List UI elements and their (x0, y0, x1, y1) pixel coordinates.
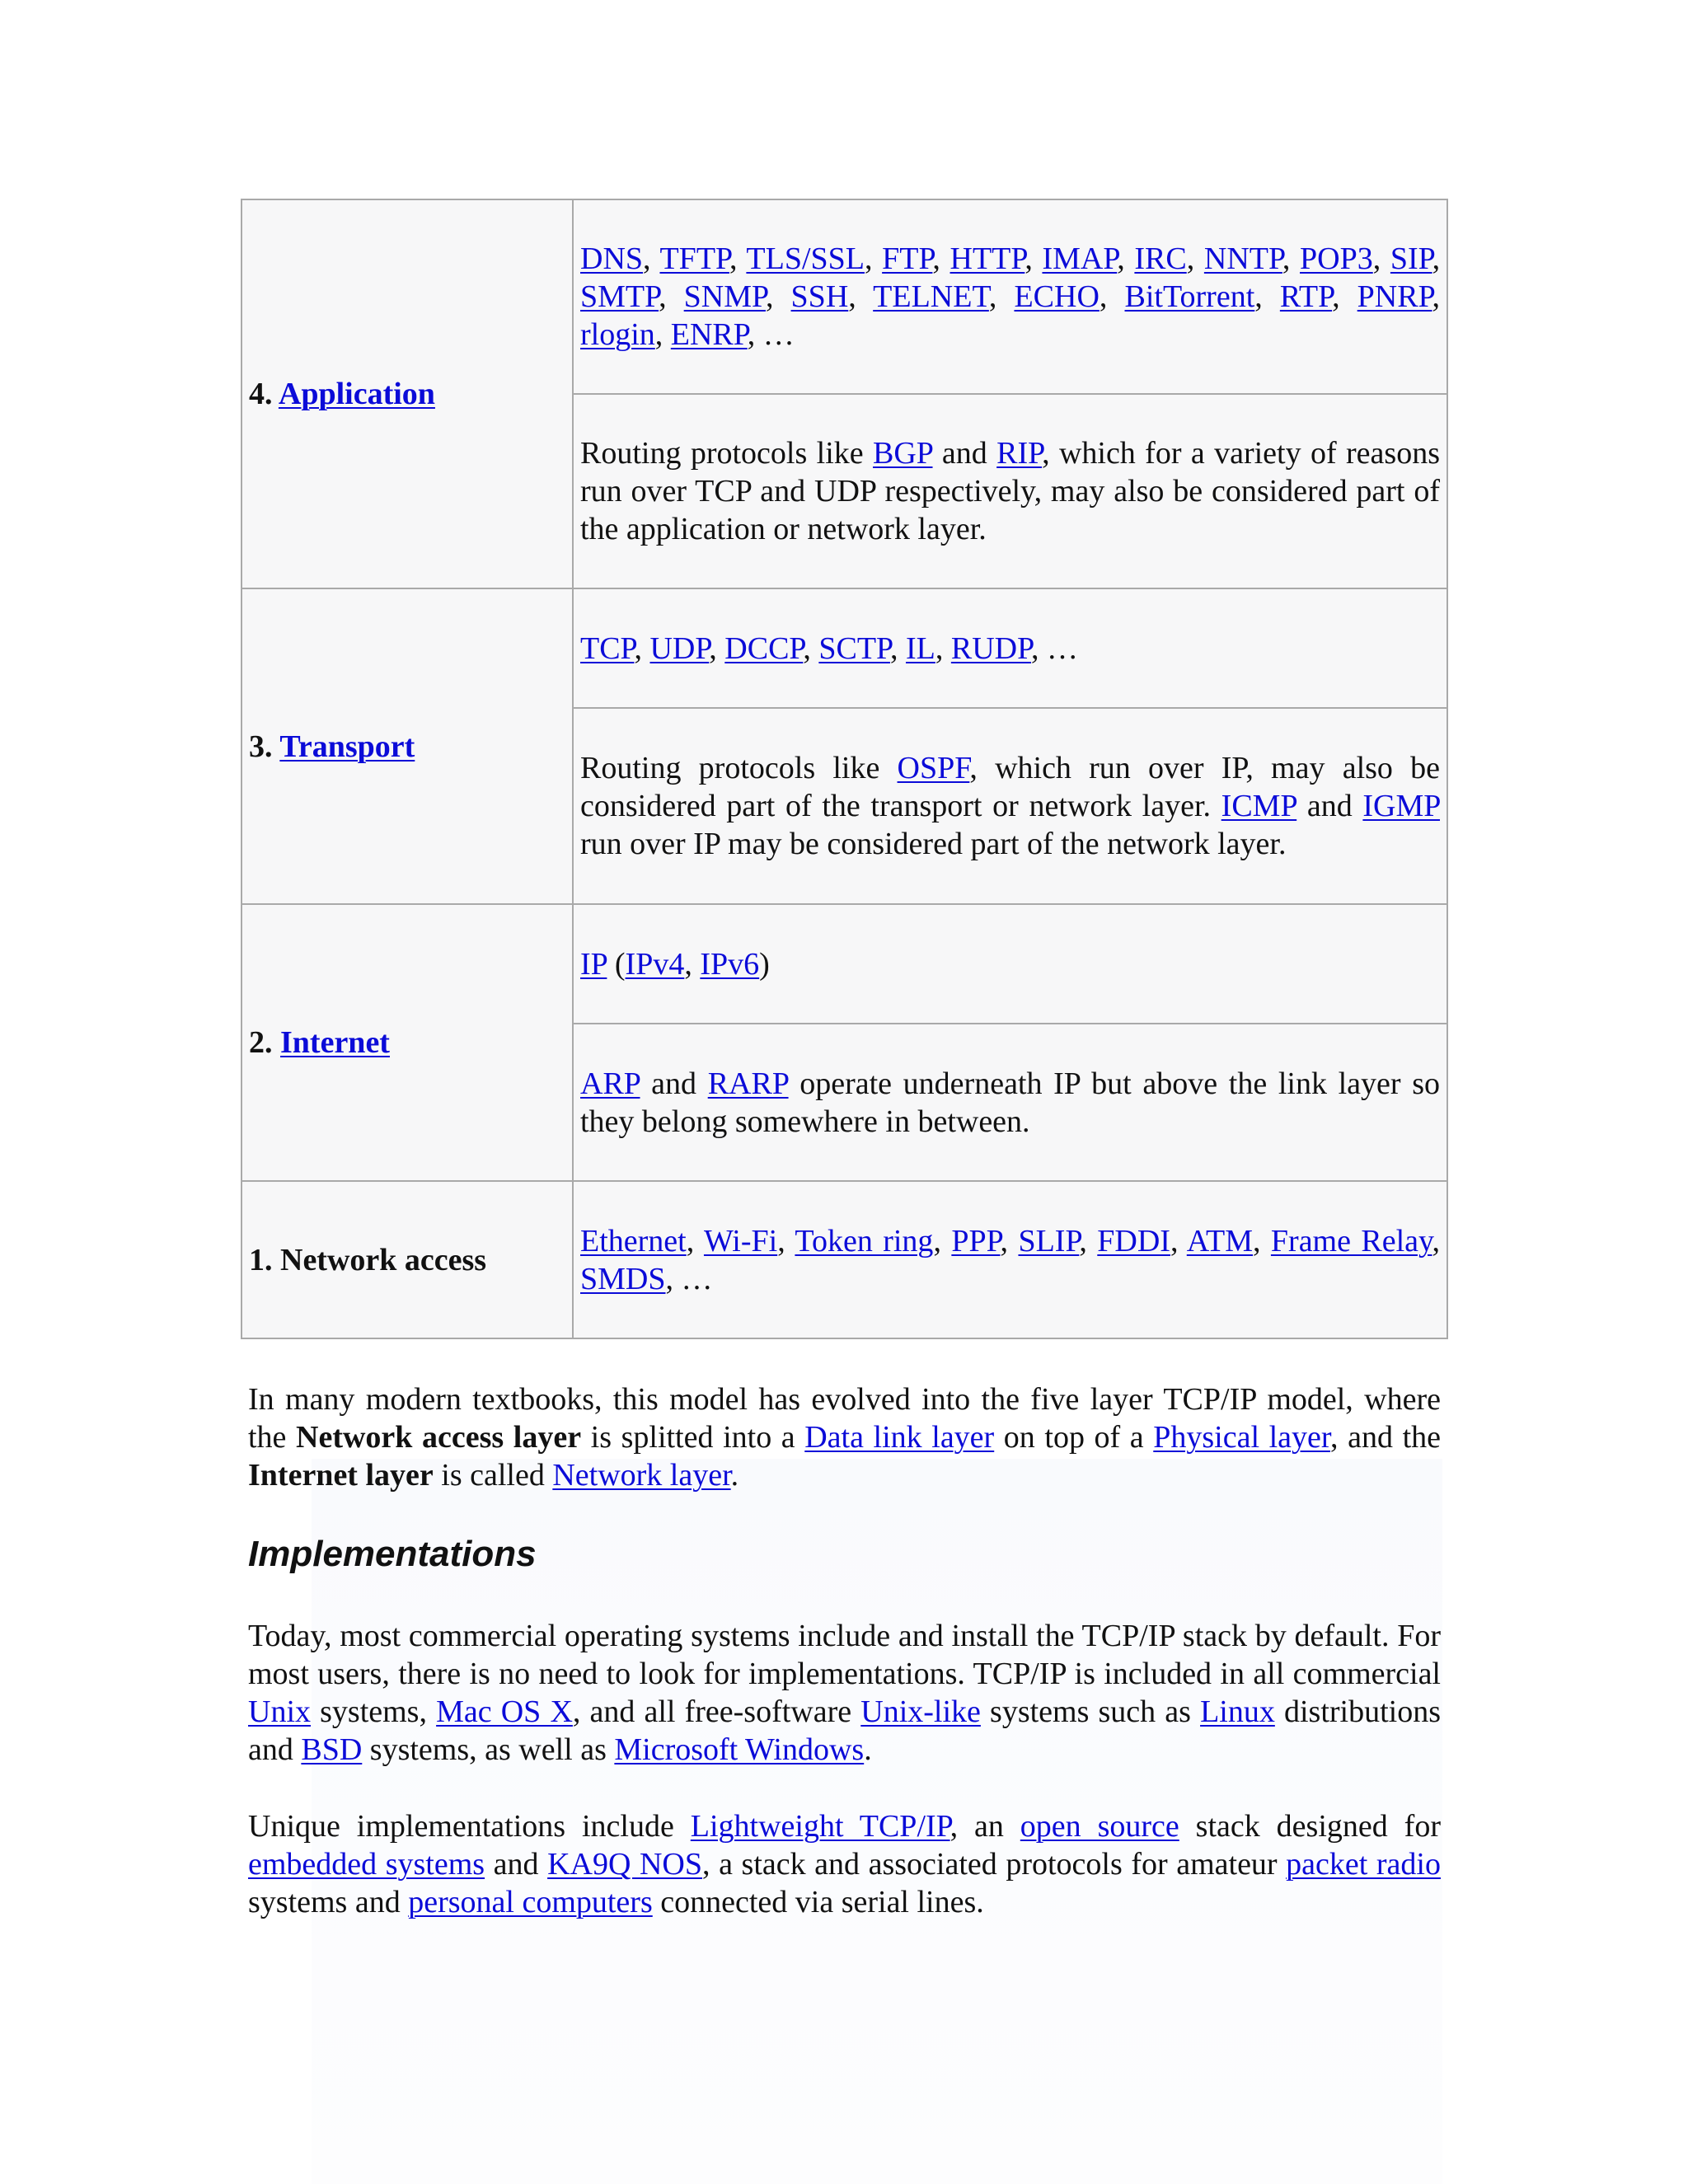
protocol-link-bittorrent[interactable]: BitTorrent (1124, 279, 1255, 314)
protocol-link-tcp[interactable]: TCP (580, 630, 635, 666)
para-text: systems, as well as (362, 1732, 615, 1767)
separator: , (1372, 241, 1390, 276)
link-personal-computers[interactable]: personal computers (408, 1885, 653, 1919)
protocol-links (580, 1224, 1440, 1296)
protocol-link-wi-fi[interactable]: Wi-Fi (703, 1223, 778, 1258)
separator: , (1025, 241, 1043, 276)
link-ka9q-nos[interactable]: KA9Q NOS (547, 1847, 703, 1882)
link-open-source[interactable]: open source (1020, 1809, 1179, 1844)
protocol-link-fddi[interactable]: FDDI (1097, 1223, 1170, 1258)
link-rip[interactable]: RIP (996, 436, 1043, 471)
para-text: , and the (1330, 1420, 1441, 1455)
protocol-link-enrp[interactable]: ENRP (670, 317, 748, 352)
table-row (241, 588, 1447, 708)
separator: , (654, 317, 671, 352)
protocol-links (580, 631, 1078, 666)
link-unix-like[interactable]: Unix-like (860, 1694, 981, 1729)
layer-name-cell (241, 588, 573, 904)
layer-number: 4. (249, 377, 273, 411)
protocol-link-il[interactable]: IL (905, 630, 935, 666)
protocol-link-token-ring[interactable]: Token ring (795, 1223, 934, 1258)
layer-number: 2. (249, 1025, 273, 1060)
para-text: Unique implementations include (248, 1809, 691, 1844)
table-row (241, 199, 1447, 394)
note-text: ) (759, 946, 770, 982)
protocol-link-irc[interactable]: IRC (1134, 241, 1187, 276)
link-physical-layer[interactable]: Physical layer (1153, 1420, 1331, 1455)
link-ipv4[interactable]: IPv4 (625, 946, 685, 982)
separator: , (1432, 1223, 1441, 1258)
table-row (241, 1181, 1447, 1338)
protocol-link-smtp[interactable]: SMTP (580, 279, 659, 314)
layer-name-cell (241, 1181, 573, 1338)
para-text: , and all free-software (572, 1694, 861, 1729)
separator: , (803, 630, 819, 666)
protocol-link-ppp[interactable]: PPP (951, 1223, 1001, 1258)
para-text: Today, most commercial operating systems include and install the TCP/IP stack by default. For most users, there is no need to look for implementations. TCP/IP is included in all commercial (248, 1619, 1441, 1691)
protocol-link-tls-ssl[interactable]: TLS/SSL (746, 241, 865, 276)
protocol-link-rlogin[interactable]: rlogin (580, 317, 655, 352)
para-text: distributions and (248, 1694, 1441, 1767)
link-bsd[interactable]: BSD (301, 1732, 363, 1767)
protocol-link-slip[interactable]: SLIP (1018, 1223, 1080, 1258)
separator: , (1079, 1223, 1098, 1258)
note-cell (573, 708, 1447, 904)
note-text: , (684, 946, 701, 982)
link-unix[interactable]: Unix (248, 1694, 311, 1729)
separator: , (747, 317, 763, 352)
protocol-link-ssh[interactable]: SSH (790, 279, 849, 314)
ellipsis: … (681, 1261, 713, 1296)
note-text: ( (607, 946, 626, 982)
layer-number: 3. (249, 729, 273, 764)
link-mac-os-x[interactable]: Mac OS X (436, 1694, 573, 1729)
protocol-link-atm[interactable]: ATM (1186, 1223, 1253, 1258)
link-ip[interactable]: IP (580, 946, 607, 982)
ellipsis: … (762, 317, 795, 352)
protocol-link-imap[interactable]: IMAP (1042, 241, 1118, 276)
separator: , (634, 630, 650, 666)
separator: , (1432, 279, 1440, 314)
separator: , (935, 630, 951, 666)
ellipsis: … (1047, 630, 1079, 666)
protocol-link-http[interactable]: HTTP (950, 241, 1025, 276)
note-text: and (932, 436, 997, 471)
protocol-list-cell (573, 199, 1447, 394)
separator: , (777, 1223, 795, 1258)
protocol-link-dccp[interactable]: DCCP (724, 630, 804, 666)
separator: , (659, 279, 684, 314)
protocol-link-telnet[interactable]: TELNET (873, 279, 989, 314)
layer-link-internet[interactable]: Internet (280, 1025, 390, 1060)
protocol-link-dns[interactable]: DNS (580, 241, 644, 276)
protocol-link-pnrp[interactable]: PNRP (1357, 279, 1432, 314)
protocol-link-frame-relay[interactable]: Frame Relay (1270, 1223, 1432, 1258)
layer-label-network-access: 1. Network access (249, 1242, 487, 1277)
link-embedded-systems[interactable]: embedded systems (248, 1847, 485, 1882)
table-row (241, 904, 1447, 1024)
para-text: , a stack and associated protocols for amateur (702, 1847, 1287, 1882)
separator: , (1254, 279, 1280, 314)
separator: , (1282, 241, 1301, 276)
separator: , (1031, 630, 1048, 666)
link-bgp[interactable]: BGP (873, 436, 933, 471)
separator: , (1332, 279, 1357, 314)
layer-name-cell (241, 199, 573, 588)
link-linux[interactable]: Linux (1200, 1694, 1275, 1729)
separator: , (709, 630, 725, 666)
layer-link-application[interactable]: Application (278, 377, 435, 411)
layer-link-transport[interactable]: Transport (279, 729, 415, 764)
separator: , (932, 241, 950, 276)
protocol-list-cell (573, 904, 1447, 1024)
link-microsoft-windows[interactable]: Microsoft Windows (614, 1732, 865, 1767)
link-rarp[interactable]: RARP (707, 1066, 789, 1101)
para-text: systems, (311, 1694, 437, 1729)
link-arp[interactable]: ARP (580, 1066, 640, 1101)
para-text: is called (433, 1458, 553, 1493)
protocol-link-smds[interactable]: SMDS (580, 1261, 666, 1296)
separator: , (1170, 1223, 1187, 1258)
protocol-link-sip[interactable]: SIP (1390, 241, 1432, 276)
note-cell (573, 1024, 1447, 1181)
link-ospf[interactable]: OSPF (897, 751, 970, 785)
protocol-list-cell (573, 588, 1447, 708)
para-text: connected via serial lines. (652, 1885, 984, 1919)
protocol-link-ethernet[interactable]: Ethernet (580, 1223, 687, 1258)
protocol-link-tftp[interactable]: TFTP (659, 241, 729, 276)
para-text: , an (950, 1809, 1020, 1844)
link-packet-radio[interactable]: packet radio (1286, 1847, 1441, 1882)
protocol-link-rudp[interactable]: RUDP (950, 630, 1032, 666)
link-data-link-layer[interactable]: Data link layer (804, 1420, 995, 1455)
separator: , (665, 1261, 682, 1296)
link-igmp[interactable]: IGMP (1362, 789, 1440, 823)
protocol-link-echo[interactable]: ECHO (1014, 279, 1100, 314)
separator: , (643, 241, 660, 276)
tcpip-layers-table (241, 199, 1448, 1339)
para-text: is splitted into a (581, 1420, 805, 1455)
separator: , (686, 1223, 704, 1258)
separator: , (1253, 1223, 1271, 1258)
note-text: Routing protocols like (580, 436, 873, 471)
bold-term: Network access layer (296, 1420, 582, 1455)
paragraph-implementations (248, 1617, 1441, 1769)
link-ipv6[interactable]: IPv6 (700, 946, 760, 982)
protocol-link-udp[interactable]: UDP (649, 630, 710, 666)
separator: , (933, 1223, 952, 1258)
protocol-link-snmp[interactable]: SNMP (683, 279, 766, 314)
note-text: Routing protocols like (580, 751, 898, 785)
protocol-link-sctp[interactable]: SCTP (818, 630, 890, 666)
separator: , (889, 630, 906, 666)
protocol-links (580, 241, 1440, 352)
para-text: . (730, 1458, 739, 1493)
separator: , (1000, 1223, 1019, 1258)
link-network-layer[interactable]: Network layer (552, 1458, 731, 1493)
separator: , (848, 279, 874, 314)
protocol-link-rtp[interactable]: RTP (1279, 279, 1333, 314)
separator: , (765, 279, 791, 314)
para-text: stack designed for (1179, 1809, 1441, 1844)
protocol-link-pop3[interactable]: POP3 (1300, 241, 1373, 276)
note-text: run over IP may be considered part of the network layer. (580, 827, 1287, 861)
paragraph-unique-implementations (248, 1807, 1441, 1921)
separator: , (988, 279, 1015, 314)
note-text: , which for a variety of reasons run over TCP and UDP respectively, may also be considered part of the application or network layer. (580, 436, 1440, 546)
note-text: , which run over IP, may also be considered part of the transport or network layer. (580, 751, 1440, 823)
bold-term: Internet layer (248, 1458, 434, 1493)
para-text: systems such as (980, 1694, 1201, 1729)
separator: , (1186, 241, 1204, 276)
para-text: systems and (248, 1885, 409, 1919)
section-heading-implementations: Implementations (248, 1534, 537, 1574)
link-lightweight-tcpip[interactable]: Lightweight TCP/IP (690, 1809, 950, 1844)
note-cell (573, 394, 1447, 588)
protocol-link-ftp[interactable]: FTP (882, 241, 933, 276)
protocol-link-nntp[interactable]: NNTP (1203, 241, 1282, 276)
protocol-list-cell (573, 1181, 1447, 1338)
layer-name-cell (241, 904, 573, 1181)
separator: , (1432, 241, 1441, 276)
separator: , (1117, 241, 1135, 276)
note-text: and (640, 1066, 708, 1101)
separator: , (1099, 279, 1125, 314)
link-icmp[interactable]: ICMP (1221, 789, 1297, 823)
para-text: on top of a (994, 1420, 1154, 1455)
para-text: and (485, 1847, 548, 1882)
paragraph-five-layer-model (248, 1380, 1441, 1494)
separator: , (865, 241, 883, 276)
para-text: . (864, 1732, 872, 1767)
separator: , (729, 241, 747, 276)
para-text: In many modern textbooks, this model has evolved into the five layer TCP/IP model, where the (248, 1382, 1441, 1455)
note-text: and (1296, 789, 1363, 823)
note-text: operate underneath IP but above the link layer so they belong somewhere in between. (580, 1066, 1441, 1139)
